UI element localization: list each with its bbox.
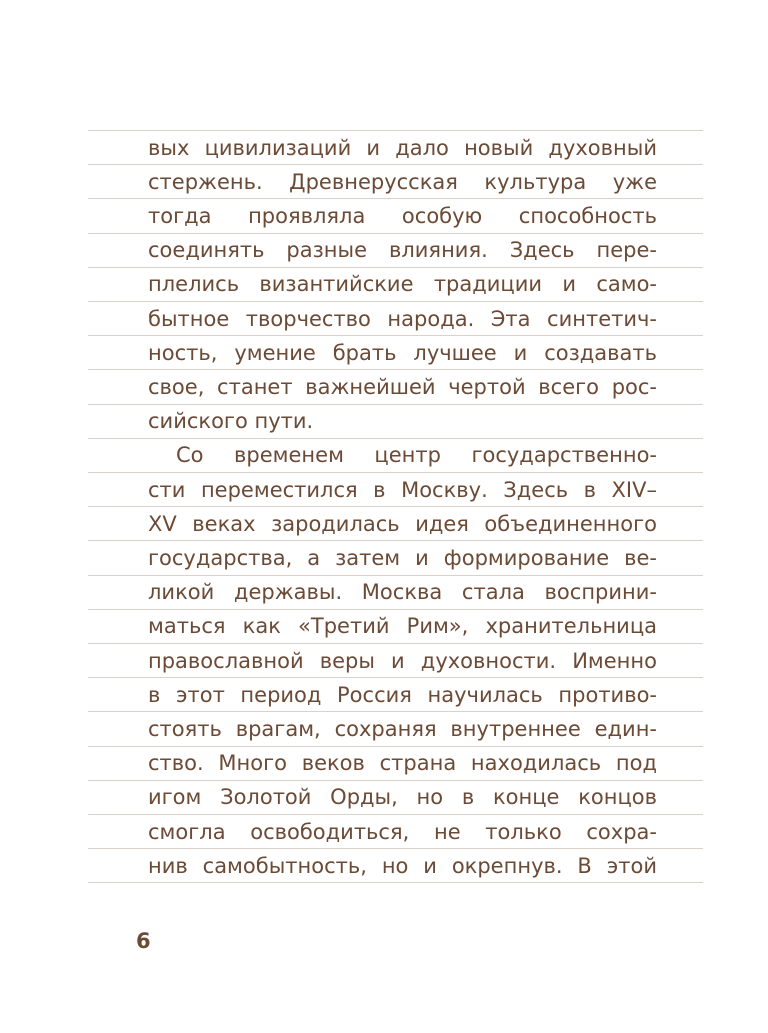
- text-line: бытное творчество народа. Эта синтетич-: [148, 306, 657, 331]
- text-line: тогда проявляла особую способность: [148, 203, 657, 228]
- text-line: сти переместился в Москву. Здесь в XIV–: [148, 477, 657, 502]
- text-line: XV веках зародилась идея объединенного: [148, 511, 657, 536]
- text-line: игом Золотой Орды, но в конце концов: [148, 785, 657, 810]
- text-line: смогла освободиться, не только сохра-: [148, 819, 657, 844]
- page-number: 6: [136, 929, 151, 953]
- text-line: сийского пути.: [148, 409, 314, 434]
- text-line: плелись византийские традиции и само-: [148, 272, 657, 297]
- text-line: ликой державы. Москва стала восприни-: [148, 580, 657, 605]
- text-line: соединять разные влияния. Здесь пере-: [148, 238, 657, 263]
- text-line: стоять врагам, сохраняя внутреннее един-: [148, 716, 657, 741]
- text-line: стержень. Древнерусская культура уже: [148, 169, 657, 194]
- text-line: ство. Много веков страна находилась под: [148, 751, 657, 776]
- text-line: в этот период Россия научилась противо-: [148, 682, 657, 707]
- text-line: Со временем центр государственно-: [176, 443, 657, 468]
- text-line: ность, умение брать лучшее и создавать: [148, 340, 657, 365]
- text-line: государства, а затем и формирование ве-: [148, 545, 657, 570]
- text-line: вых цивилизаций и дало новый духовный: [148, 135, 657, 160]
- text-line: нив самобытность, но и окрепнув. В этой: [148, 853, 657, 878]
- text-line: православной веры и духовности. Именно: [148, 648, 657, 673]
- text-line: свое, станет важнейшей чертой всего рос-: [148, 374, 657, 399]
- text-line: маться как «Третий Рим», хранительница: [148, 614, 657, 639]
